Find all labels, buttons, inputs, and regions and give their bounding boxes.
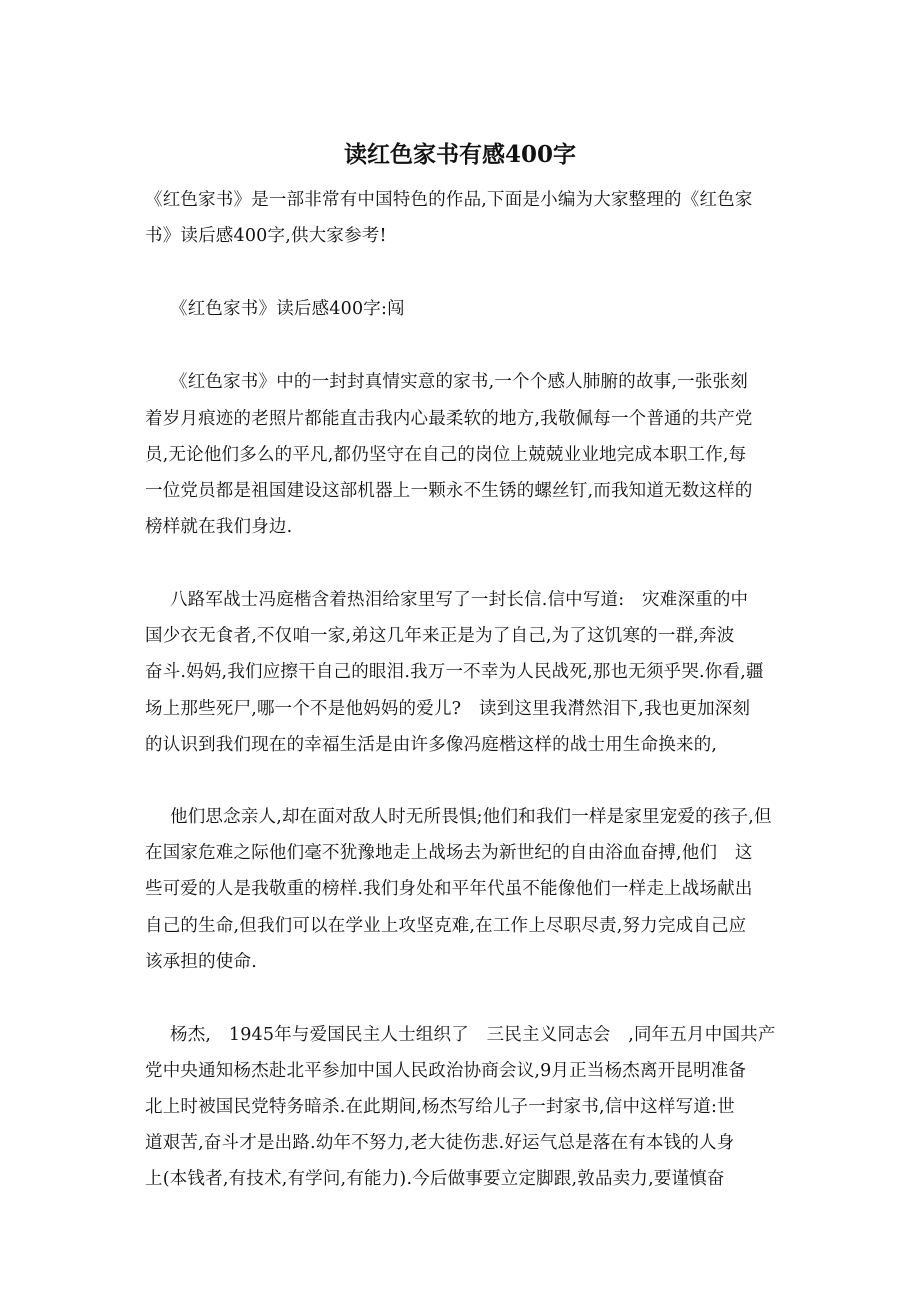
document-title: 读红色家书有感400字 [343,141,576,168]
intro-line: 书》读后感400字,供大家参考! [145,226,387,246]
paragraph-line: 上(本钱者,有技术,有学问,有能力).今后做事要立定脚跟,敦品卖力,要谨慎奋 [145,1169,725,1189]
paragraph-line: 八路军战士冯庭楷含着热泪给家里写了一封长信.信中写道: 灾难深重的中 [170,590,749,610]
paragraph-line: 党中央通知杨杰赴北平参加中国人民政治协商会议,9月正当杨杰离开昆明准备 [145,1061,747,1081]
paragraph-line: 道艰苦,奋斗才是出路.幼年不努力,老大徒伤悲.好运气总是落在有本钱的人身 [145,1133,735,1153]
paragraph-line: 奋斗.妈妈,我们应擦干自己的眼泪.我万一不幸为人民战死,那也无须乎哭.你看,疆 [145,662,764,682]
paragraph-line: 杨杰, 1945年与爱国民主人士组织了 三民主义同志会 ,同年五月中国共产 [170,1025,776,1045]
paragraph-line: 员,无论他们多么的平凡,都仍坚守在自己的岗位上兢兢业业地完成本职工作,每 [145,445,747,465]
paragraph-line: 该承担的使命. [145,952,257,972]
paragraph-line: 在国家危难之际他们毫不犹豫地走上战场去为新世纪的自由浴血奋搏,他们 这 [145,843,753,863]
intro-line: 《红色家书》是一部非常有中国特色的作品,下面是小编为大家整理的《红色家 [145,190,753,210]
paragraph-line: 他们思念亲人,却在面对敌人时无所畏惧;他们和我们一样是家里宠爱的孩子,但 [170,807,772,827]
paragraph-line: 《红色家书》中的一封封真情实意的家书,一个个感人肺腑的故事,一张张刻 [170,372,748,392]
subheading: 《红色家书》读后感400字:闯 [170,299,405,319]
paragraph-line: 自己的生命,但我们可以在学业上攻坚克难,在工作上尽职尽责,努力完成自己应 [145,916,747,936]
paragraph-line: 场上那些死尸,哪一个不是他妈妈的爱儿? 读到这里我潸然泪下,我也更加深刻 [145,699,751,719]
paragraph-line: 的认识到我们现在的幸福生活是由许多像冯庭楷这样的战士用生命换来的, [145,735,718,755]
paragraph-line: 榜样就在我们身边. [145,517,293,537]
paragraph-line: 些可爱的人是我敬重的榜样.我们身处和平年代虽不能像他们一样走上战场献出 [145,879,753,899]
paragraph-line: 北上时被国民党特务暗杀.在此期间,杨杰写给儿子一封家书,信中这样写道:世 [145,1097,735,1117]
paragraph-line: 着岁月痕迹的老照片都能直击我内心最柔软的地方,我敬佩每一个普通的共产党 [145,409,753,429]
paragraph-line: 一位党员都是祖国建设这部机器上一颗永不生锈的螺丝钉,而我知道无数这样的 [145,481,753,501]
paragraph-line: 国少衣无食者,不仅咱一家,弟这几年来正是为了自己,为了这饥寒的一群,奔波 [145,626,735,646]
